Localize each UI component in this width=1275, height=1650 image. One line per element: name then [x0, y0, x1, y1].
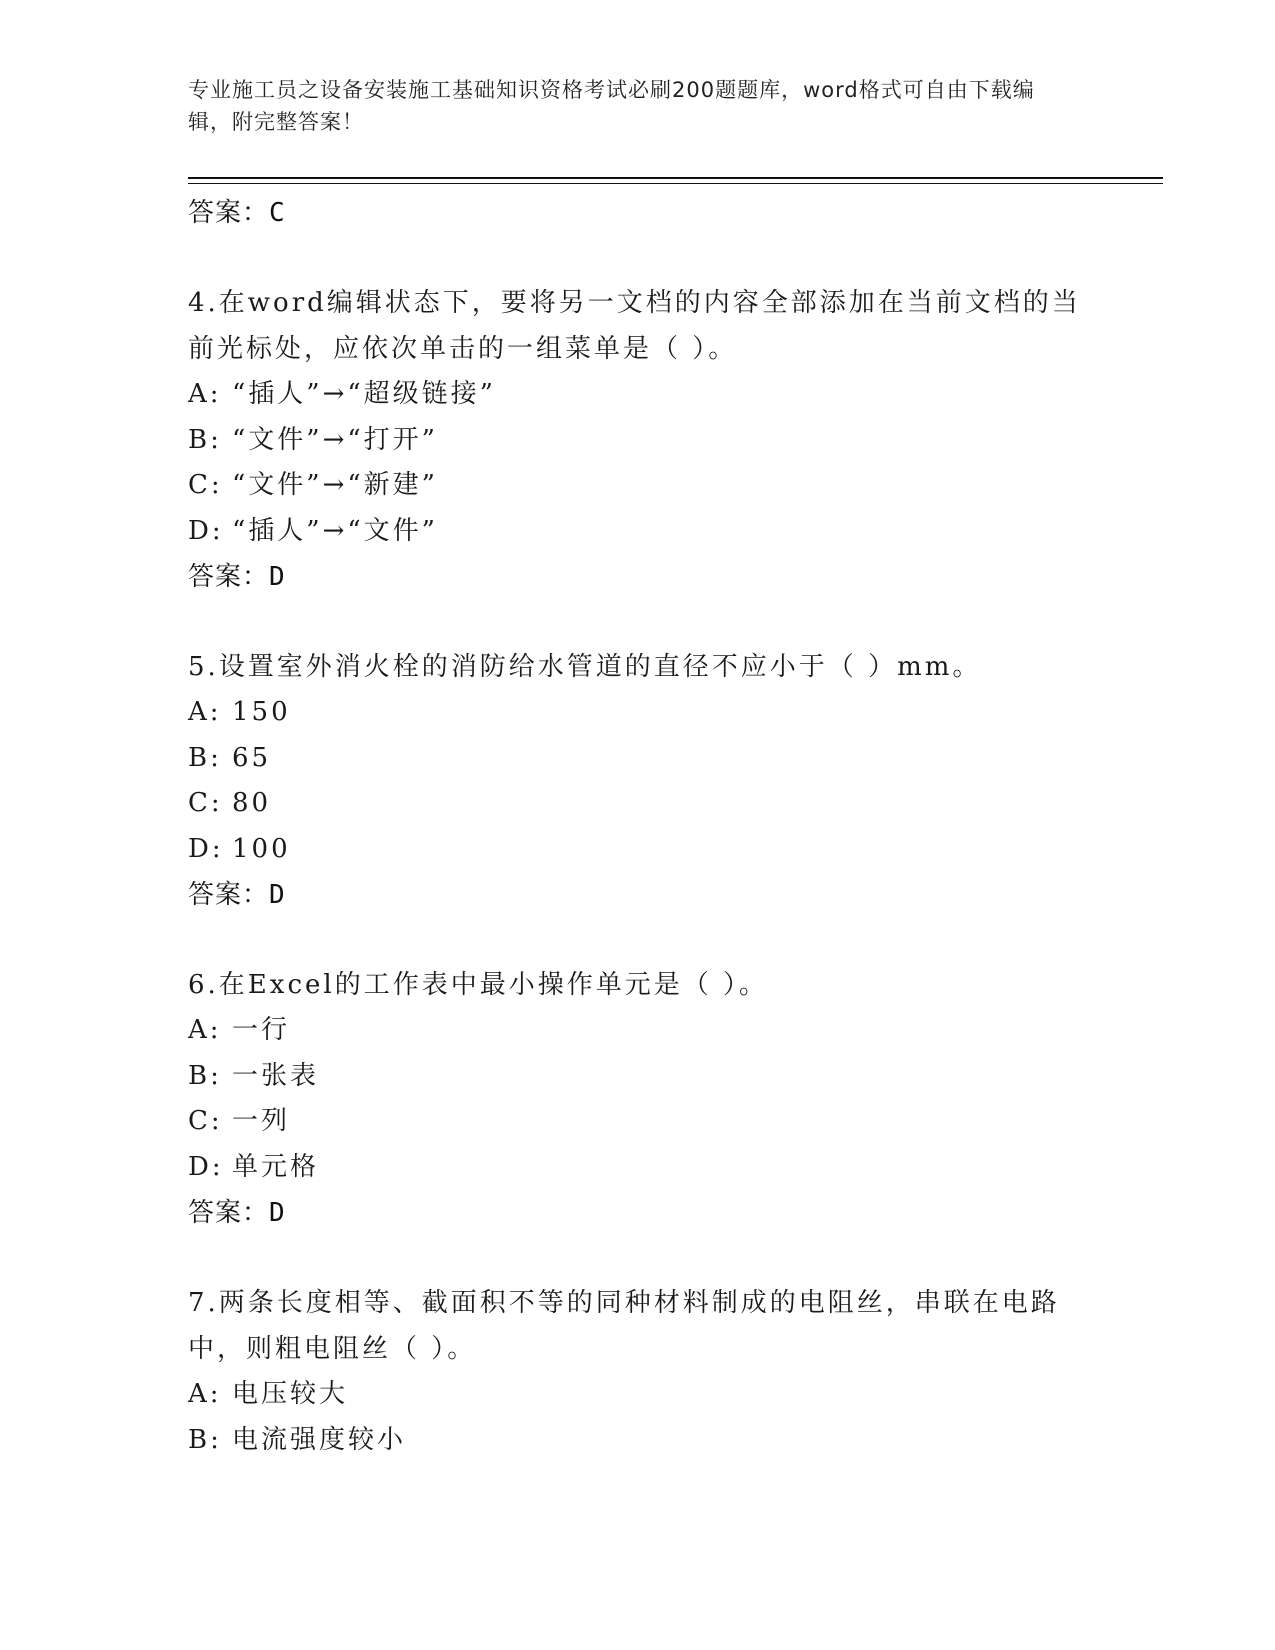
option-c — [188, 781, 1108, 827]
option-b — [188, 1054, 1108, 1100]
option-text: 电流强度较小 — [232, 1424, 407, 1455]
question-text: 7.两条长度相等、截面积不等的同种材料制成的电阻丝，串联在电路中，则粗电阻丝（ ）。 — [188, 1288, 1060, 1364]
document-header: 专业施工员之设备安装施工基础知识资格考试必刷200题题库，word格式可自由下载编辑，附完整答案！ — [188, 78, 1035, 134]
answer-line: 答案：D — [188, 880, 286, 910]
option-d — [188, 827, 1108, 873]
option-letter: B: — [188, 742, 222, 773]
option-letter: A: — [188, 379, 222, 409]
option-letter: A: — [188, 697, 222, 727]
option-a — [188, 690, 1108, 736]
option-letter: D: — [188, 833, 224, 864]
option-letter: C: — [188, 1106, 223, 1136]
option-letter: C: — [188, 788, 223, 818]
option-b — [188, 1418, 1108, 1464]
option-text: 一行 — [232, 1015, 291, 1045]
answer-line: 答案：C — [188, 198, 286, 228]
header-rule — [188, 177, 1163, 179]
option-text: 电压较大 — [232, 1379, 349, 1409]
option-letter: D: — [188, 515, 224, 546]
question-block — [188, 1280, 1108, 1463]
option-b — [188, 418, 1108, 464]
answer-line: 答案：D — [188, 562, 286, 592]
option-text: 一张表 — [232, 1060, 320, 1091]
question-text: 4.在word编辑状态下，要将另一文档的内容全部添加在当前文档的当前光标处，应依次单击的一组菜单是（ ）。 — [188, 288, 1081, 364]
option-text: 一列 — [232, 1106, 291, 1136]
option-b — [188, 736, 1108, 782]
option-text: 100 — [232, 833, 291, 864]
option-text: 65 — [232, 742, 272, 773]
option-letter: B: — [188, 1060, 222, 1091]
question-text: 5.设置室外消火栓的消防给水管道的直径不应小于（ ）mm。 — [188, 652, 982, 682]
option-a — [188, 1008, 1108, 1054]
question-list — [188, 190, 1108, 1463]
option-c — [188, 1099, 1108, 1145]
question-block — [188, 644, 1108, 918]
option-a — [188, 372, 1108, 418]
option-d — [188, 1145, 1108, 1191]
option-text: “插人”→“文件” — [232, 515, 438, 546]
option-letter: C: — [188, 470, 223, 500]
option-letter: D: — [188, 1151, 224, 1182]
option-text: 单元格 — [232, 1151, 320, 1182]
option-c — [188, 463, 1108, 509]
option-text: 80 — [232, 788, 272, 818]
header-rule-thin — [188, 183, 1163, 184]
option-letter: B: — [188, 1424, 222, 1455]
option-text: “插人”→“超级链接” — [232, 379, 496, 409]
question-text: 6.在Excel的工作表中最小操作单元是（ ）。 — [188, 970, 768, 1000]
option-letter: B: — [188, 424, 222, 455]
option-text: 150 — [232, 697, 291, 727]
answer-line: 答案：D — [188, 1198, 286, 1228]
option-letter: A: — [188, 1379, 222, 1409]
option-text: “文件”→“新建” — [232, 470, 438, 500]
question-block — [188, 280, 1108, 600]
option-d — [188, 509, 1108, 555]
question-block — [188, 962, 1108, 1236]
option-letter: A: — [188, 1015, 222, 1045]
option-a — [188, 1372, 1108, 1418]
option-text: “文件”→“打开” — [232, 424, 438, 455]
